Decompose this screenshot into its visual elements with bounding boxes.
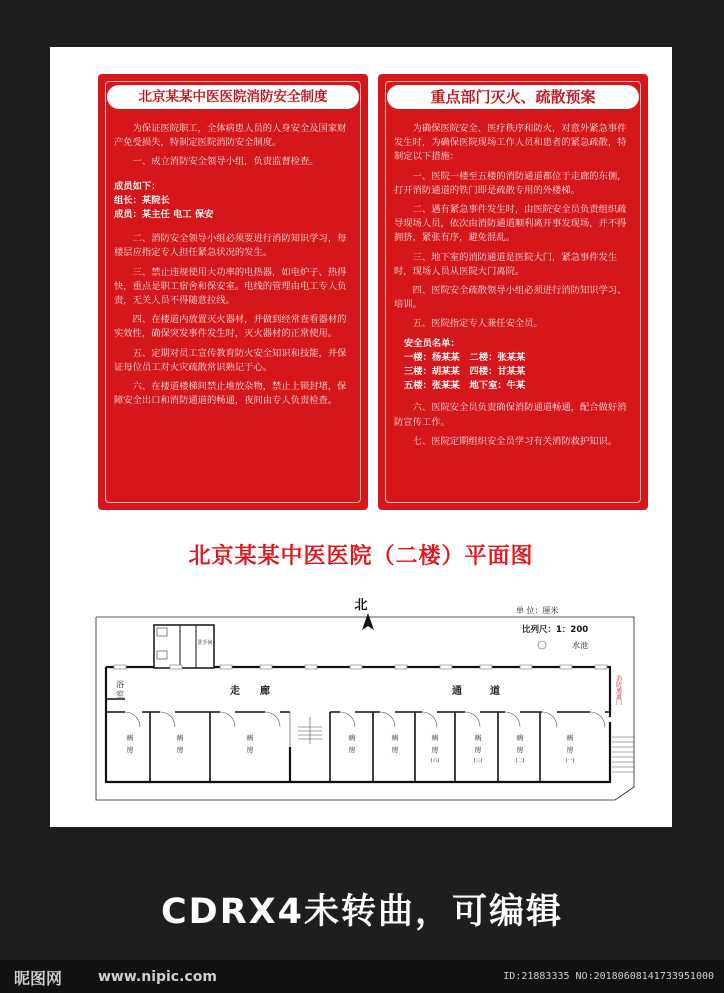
safety-officers-block bbox=[404, 337, 635, 394]
unit-label: 单 位：厘米 bbox=[516, 606, 559, 615]
room-label: 房 bbox=[431, 746, 439, 754]
bath-label-a: 浴 bbox=[116, 680, 124, 689]
window bbox=[220, 665, 232, 669]
door-swing bbox=[422, 712, 437, 727]
room-label: 病 bbox=[126, 734, 134, 742]
corridor-label-b: 廊 bbox=[260, 686, 270, 697]
plan-item-7: 七、医院定期组织安全员学习有关消防救护知识。 bbox=[412, 435, 618, 447]
window bbox=[520, 665, 532, 669]
plan-item-3: 三、地下室的消防通道是医院大门，紧急事件发生时，现场人员从医院大门离院。 bbox=[394, 251, 618, 277]
members-heading: 成员如下： bbox=[114, 180, 161, 192]
fire-exit-label: 消防通道门 bbox=[614, 675, 622, 705]
plan-item-2: 二、遇有紧急事件发生时，由医院安全员负责组织疏导现场人员，依次由消防通道顺利离开事发现场，并不得拥挤，紧张有序，避免混乱。 bbox=[394, 204, 627, 244]
room-number: (三) bbox=[473, 758, 483, 764]
door-swing bbox=[125, 712, 140, 727]
window bbox=[440, 665, 452, 669]
room-label: 房 bbox=[566, 746, 574, 754]
room-label: 房 bbox=[126, 746, 134, 754]
door-swing bbox=[505, 712, 520, 727]
room-number: (六) bbox=[430, 758, 440, 764]
window bbox=[260, 665, 272, 669]
washroom-block bbox=[154, 625, 214, 668]
editable-caption: CDRX4未转曲，可编辑 bbox=[160, 892, 564, 932]
rule-1: 一、成立消防安全领导小组，负责监督检查。 bbox=[132, 156, 319, 168]
floor-plan bbox=[50, 597, 672, 827]
door-swing bbox=[220, 712, 235, 727]
door-swing bbox=[160, 712, 175, 727]
door-swing bbox=[465, 712, 480, 727]
window bbox=[395, 665, 407, 669]
room-label: 病 bbox=[176, 734, 184, 742]
rule-6: 六、在楼道楼梯间禁止堆放杂物，禁止上锁封堵，保障安全出口和消防通道的畅通，夜间由专人负责检查。 bbox=[114, 381, 347, 407]
passage-label-a: 通 bbox=[452, 686, 462, 697]
outer-boundary bbox=[96, 617, 634, 800]
window bbox=[305, 665, 317, 669]
evacuation-plan-panel bbox=[378, 74, 648, 510]
leader-line: 组长：某院长 bbox=[114, 194, 170, 206]
scale-label: 比列尺：1：200 bbox=[522, 625, 589, 635]
rule-2: 二、消防安全领导小组必须要进行消防知识学习，每楼层应指定专人担任紧急状况的发生。 bbox=[114, 233, 347, 259]
site-logo[interactable]: 昵图网 bbox=[14, 969, 63, 988]
room-number: (二) bbox=[515, 758, 525, 764]
panel-body bbox=[394, 122, 635, 454]
stairwell bbox=[290, 712, 330, 747]
floor-plan-heading: 北京某某中医医院（二楼）平面图 bbox=[188, 544, 534, 569]
room-label: 病 bbox=[474, 734, 482, 742]
panel-body bbox=[114, 122, 355, 413]
room-label: 房 bbox=[516, 746, 524, 754]
building-wall bbox=[106, 667, 610, 782]
room-label: 房 bbox=[348, 746, 356, 754]
poster-sheet bbox=[50, 47, 672, 827]
window bbox=[560, 665, 572, 669]
window bbox=[350, 665, 362, 669]
members-line: 成员：某主任 电工 保安 bbox=[114, 209, 214, 221]
room-label: 病 bbox=[516, 734, 524, 742]
door-swing bbox=[265, 712, 280, 727]
room-label: 病 bbox=[431, 734, 439, 742]
water-label: 水池 bbox=[572, 641, 588, 650]
door-swing bbox=[590, 712, 605, 727]
room-label: 病 bbox=[391, 734, 399, 742]
door-swing bbox=[542, 712, 557, 727]
image-id: ID:21883335 NO:20180608141733951000 bbox=[503, 971, 714, 982]
room-number: (一) bbox=[565, 758, 575, 764]
safety-row-1: 一楼：杨某某 二楼：张某某 bbox=[404, 351, 526, 363]
safety-heading: 安全员名单： bbox=[404, 337, 460, 349]
room-label: 病 bbox=[348, 734, 356, 742]
room-label: 房 bbox=[246, 746, 254, 754]
panel-title: 北京某某中医医院消防安全制度 bbox=[107, 85, 359, 109]
room-label: 病 bbox=[246, 734, 254, 742]
room-label: 房 bbox=[474, 746, 482, 754]
plan-item-4: 四、医院安全疏散领导小组必须进行消防知识学习、培训。 bbox=[394, 285, 627, 311]
watermark-footer bbox=[0, 960, 724, 993]
window bbox=[170, 665, 182, 669]
corridor-label-a: 走 bbox=[230, 686, 240, 697]
floor-plan-drawing bbox=[50, 597, 672, 827]
passage-label-b: 道 bbox=[490, 686, 500, 697]
exterior-fire-stairs bbox=[612, 737, 634, 772]
safety-row-2: 三楼：胡某某 四楼：甘某某 bbox=[404, 366, 526, 378]
window bbox=[114, 665, 126, 669]
safety-row-3: 五楼：张某某 地下室：牛某 bbox=[404, 380, 526, 392]
bath-label-b: 室 bbox=[116, 690, 124, 699]
window bbox=[595, 665, 607, 669]
door-swing bbox=[380, 712, 395, 727]
panel-title: 重点部门灭火、疏散预案 bbox=[387, 85, 639, 109]
water-tap-icon bbox=[538, 641, 546, 649]
north-label: 北 bbox=[354, 598, 368, 613]
intro-text: 为保证医院职工，全体病患人员的人身安全及国家财产免受损失，特制定医院消防安全制度。 bbox=[114, 123, 347, 149]
rule-3: 三、禁止违规使用大功率的电热器，如电炉子、热得快，重点是职工宿舍和保安室。电线的管理由电工专人负责，无关人员不得随意拉线。 bbox=[114, 266, 347, 307]
washroom-label: 洗手间 bbox=[197, 640, 213, 646]
plan-item-1: 一、医院一楼至五楼的消防通道都位于走廊的东侧，打开消防通道的铁门即是疏散专用的外楼梯。 bbox=[394, 170, 627, 196]
room-label: 房 bbox=[391, 746, 399, 754]
rule-4: 四、在楼道内放置灭火器材，并做到经常查看器材的实效性，确保突发事件发生时，灭火器材的正常使用。 bbox=[114, 314, 347, 340]
room-label: 病 bbox=[566, 734, 574, 742]
rule-5: 五、定期对员工宣传教育防火安全知识和技能，并保证每位员工对火灾疏散常识熟记于心。 bbox=[114, 347, 347, 373]
door-swing bbox=[340, 712, 355, 727]
north-arrow-icon bbox=[362, 613, 374, 630]
intro-text: 为确保医院安全、医疗秩序和防火，对意外紧急事件发生时，为确保医院现场工作人员和患者的紧急疏散，特制定以下措施： bbox=[394, 123, 627, 163]
room-label: 房 bbox=[176, 746, 184, 754]
site-url[interactable]: www.nipic.com bbox=[98, 969, 217, 985]
window bbox=[480, 665, 492, 669]
fire-safety-rules-panel bbox=[98, 74, 368, 510]
members-block bbox=[114, 180, 355, 223]
plan-item-6: 六、医院安全员负责确保消防通道畅通，配合做好消防宣传工作。 bbox=[394, 402, 627, 428]
plan-item-5: 五、医院指定专人兼任安全员。 bbox=[412, 318, 543, 330]
